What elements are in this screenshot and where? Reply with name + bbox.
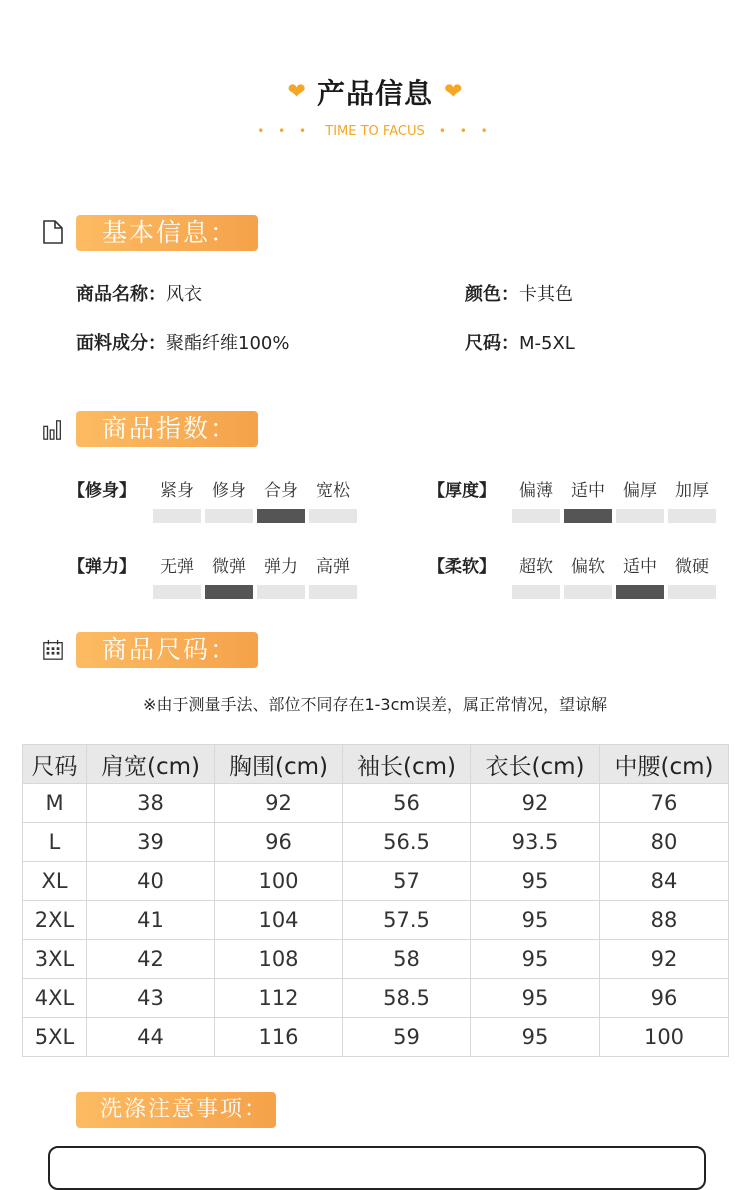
table-row	[23, 940, 729, 979]
measurement-cell: 95	[471, 979, 600, 1018]
measurement-cell: 112	[215, 979, 343, 1018]
measurement-cell: 38	[87, 784, 215, 823]
table-header-row	[23, 745, 729, 784]
index-option: 偏软	[571, 557, 605, 577]
product-name-label: 商品名称：	[76, 284, 166, 305]
size-range-label: 尺码：	[465, 333, 519, 354]
measurement-cell: 56	[343, 784, 471, 823]
size-range-row	[465, 329, 575, 355]
column-header: 袖长(cm)	[343, 745, 471, 784]
care-content-box	[48, 1146, 706, 1190]
table-row	[23, 784, 729, 823]
page-subtitle: TIME TO FACUS	[325, 124, 425, 139]
index-bar	[616, 509, 664, 523]
index-bar-selected	[616, 585, 664, 599]
section-title-basic: 基本信息：	[76, 215, 258, 251]
measurement-cell: 92	[471, 784, 600, 823]
color-label: 颜色：	[465, 284, 519, 305]
size-cell: XL	[23, 862, 87, 901]
index-label: 【弹力】	[68, 557, 136, 577]
measurement-cell: 96	[600, 979, 729, 1018]
measurement-cell: 96	[215, 823, 343, 862]
measurement-cell: 57	[343, 862, 471, 901]
measurement-cell: 84	[600, 862, 729, 901]
measurement-cell: 56.5	[343, 823, 471, 862]
measurement-cell: 100	[215, 862, 343, 901]
index-bar	[309, 509, 357, 523]
page-header	[0, 72, 750, 112]
fabric-value: 聚酯纤维100%	[166, 333, 290, 354]
index-option: 微弹	[212, 557, 246, 577]
measurement-cell: 41	[87, 901, 215, 940]
heart-icon: ❤	[444, 79, 463, 105]
measurement-cell: 100	[600, 1018, 729, 1057]
fabric-label: 面料成分：	[76, 333, 166, 354]
size-cell: M	[23, 784, 87, 823]
section-title-index: 商品指数：	[76, 411, 258, 447]
table-row	[23, 823, 729, 862]
index-group-elasticity	[68, 552, 136, 577]
decorative-dots: • • •	[257, 124, 312, 138]
column-header: 衣长(cm)	[471, 745, 600, 784]
measurement-cell: 95	[471, 1018, 600, 1057]
index-options-fit	[153, 476, 357, 523]
product-name-row	[76, 280, 202, 306]
index-bar-selected	[257, 509, 305, 523]
measurement-cell: 92	[215, 784, 343, 823]
index-bar	[153, 585, 201, 599]
measurement-cell: 108	[215, 940, 343, 979]
size-cell: 3XL	[23, 940, 87, 979]
measurement-cell: 57.5	[343, 901, 471, 940]
measurement-cell: 40	[87, 862, 215, 901]
index-options-elasticity	[153, 552, 357, 599]
section-title-care: 洗涤注意事项：	[76, 1092, 276, 1128]
index-bar	[512, 509, 560, 523]
color-row	[465, 280, 573, 306]
measurement-cell: 76	[600, 784, 729, 823]
measurement-cell: 95	[471, 901, 600, 940]
size-cell: L	[23, 823, 87, 862]
index-option: 紧身	[160, 481, 194, 501]
table-row	[23, 1018, 729, 1057]
index-group-fit	[68, 476, 136, 501]
measurement-cell: 104	[215, 901, 343, 940]
page-subtitle-row	[0, 124, 750, 139]
size-cell: 2XL	[23, 901, 87, 940]
table-row	[23, 862, 729, 901]
heart-icon: ❤	[287, 79, 306, 105]
index-option: 宽松	[316, 481, 350, 501]
measurement-cell: 44	[87, 1018, 215, 1057]
column-header: 胸围(cm)	[215, 745, 343, 784]
decorative-dots: • • •	[438, 124, 493, 138]
size-cell: 4XL	[23, 979, 87, 1018]
index-bar	[668, 509, 716, 523]
column-header: 中腰(cm)	[600, 745, 729, 784]
index-group-softness	[428, 552, 496, 577]
measurement-cell: 39	[87, 823, 215, 862]
index-option: 弹力	[264, 557, 298, 577]
index-bar	[257, 585, 305, 599]
index-option: 修身	[212, 481, 246, 501]
index-option: 合身	[264, 481, 298, 501]
table-row	[23, 979, 729, 1018]
measurement-note: ※由于测量手法、部位不同存在1-3cm误差，属正常情况，望谅解	[143, 695, 607, 714]
calendar-grid-icon	[42, 638, 64, 662]
document-icon	[42, 220, 64, 244]
measurement-cell: 58	[343, 940, 471, 979]
measurement-cell: 92	[600, 940, 729, 979]
column-header: 尺码	[23, 745, 87, 784]
size-table	[22, 744, 729, 1057]
index-option: 偏薄	[519, 481, 553, 501]
measurement-cell: 95	[471, 940, 600, 979]
index-option: 超软	[519, 557, 553, 577]
index-option: 适中	[571, 481, 605, 501]
index-option: 加厚	[675, 481, 709, 501]
index-bar-selected	[205, 585, 253, 599]
section-title-sizes: 商品尺码：	[76, 632, 258, 668]
measurement-cell: 88	[600, 901, 729, 940]
index-bar-selected	[564, 509, 612, 523]
bar-chart-icon	[42, 418, 64, 442]
measurement-cell: 42	[87, 940, 215, 979]
measurement-cell: 116	[215, 1018, 343, 1057]
index-bar	[668, 585, 716, 599]
measurement-cell: 95	[471, 862, 600, 901]
index-option: 微硬	[675, 557, 709, 577]
page-title: 产品信息	[316, 77, 433, 110]
index-bar	[153, 509, 201, 523]
table-row	[23, 901, 729, 940]
color-value: 卡其色	[519, 284, 573, 305]
measurement-cell: 59	[343, 1018, 471, 1057]
index-bar	[309, 585, 357, 599]
column-header: 肩宽(cm)	[87, 745, 215, 784]
index-option: 偏厚	[623, 481, 657, 501]
index-label: 【柔软】	[428, 557, 496, 577]
index-bar	[205, 509, 253, 523]
measurement-cell: 80	[600, 823, 729, 862]
measurement-cell: 58.5	[343, 979, 471, 1018]
index-label: 【修身】	[68, 481, 136, 501]
size-cell: 5XL	[23, 1018, 87, 1057]
measurement-cell: 43	[87, 979, 215, 1018]
index-options-thickness	[512, 476, 716, 523]
index-bar	[512, 585, 560, 599]
index-option: 适中	[623, 557, 657, 577]
index-options-softness	[512, 552, 716, 599]
measurement-cell: 93.5	[471, 823, 600, 862]
size-range-value: M-5XL	[519, 333, 575, 354]
index-group-thickness	[428, 476, 496, 501]
index-bar	[564, 585, 612, 599]
index-option: 无弹	[160, 557, 194, 577]
index-option: 高弹	[316, 557, 350, 577]
index-label: 【厚度】	[428, 481, 496, 501]
product-name-value: 风衣	[166, 284, 202, 305]
fabric-row	[76, 329, 289, 355]
